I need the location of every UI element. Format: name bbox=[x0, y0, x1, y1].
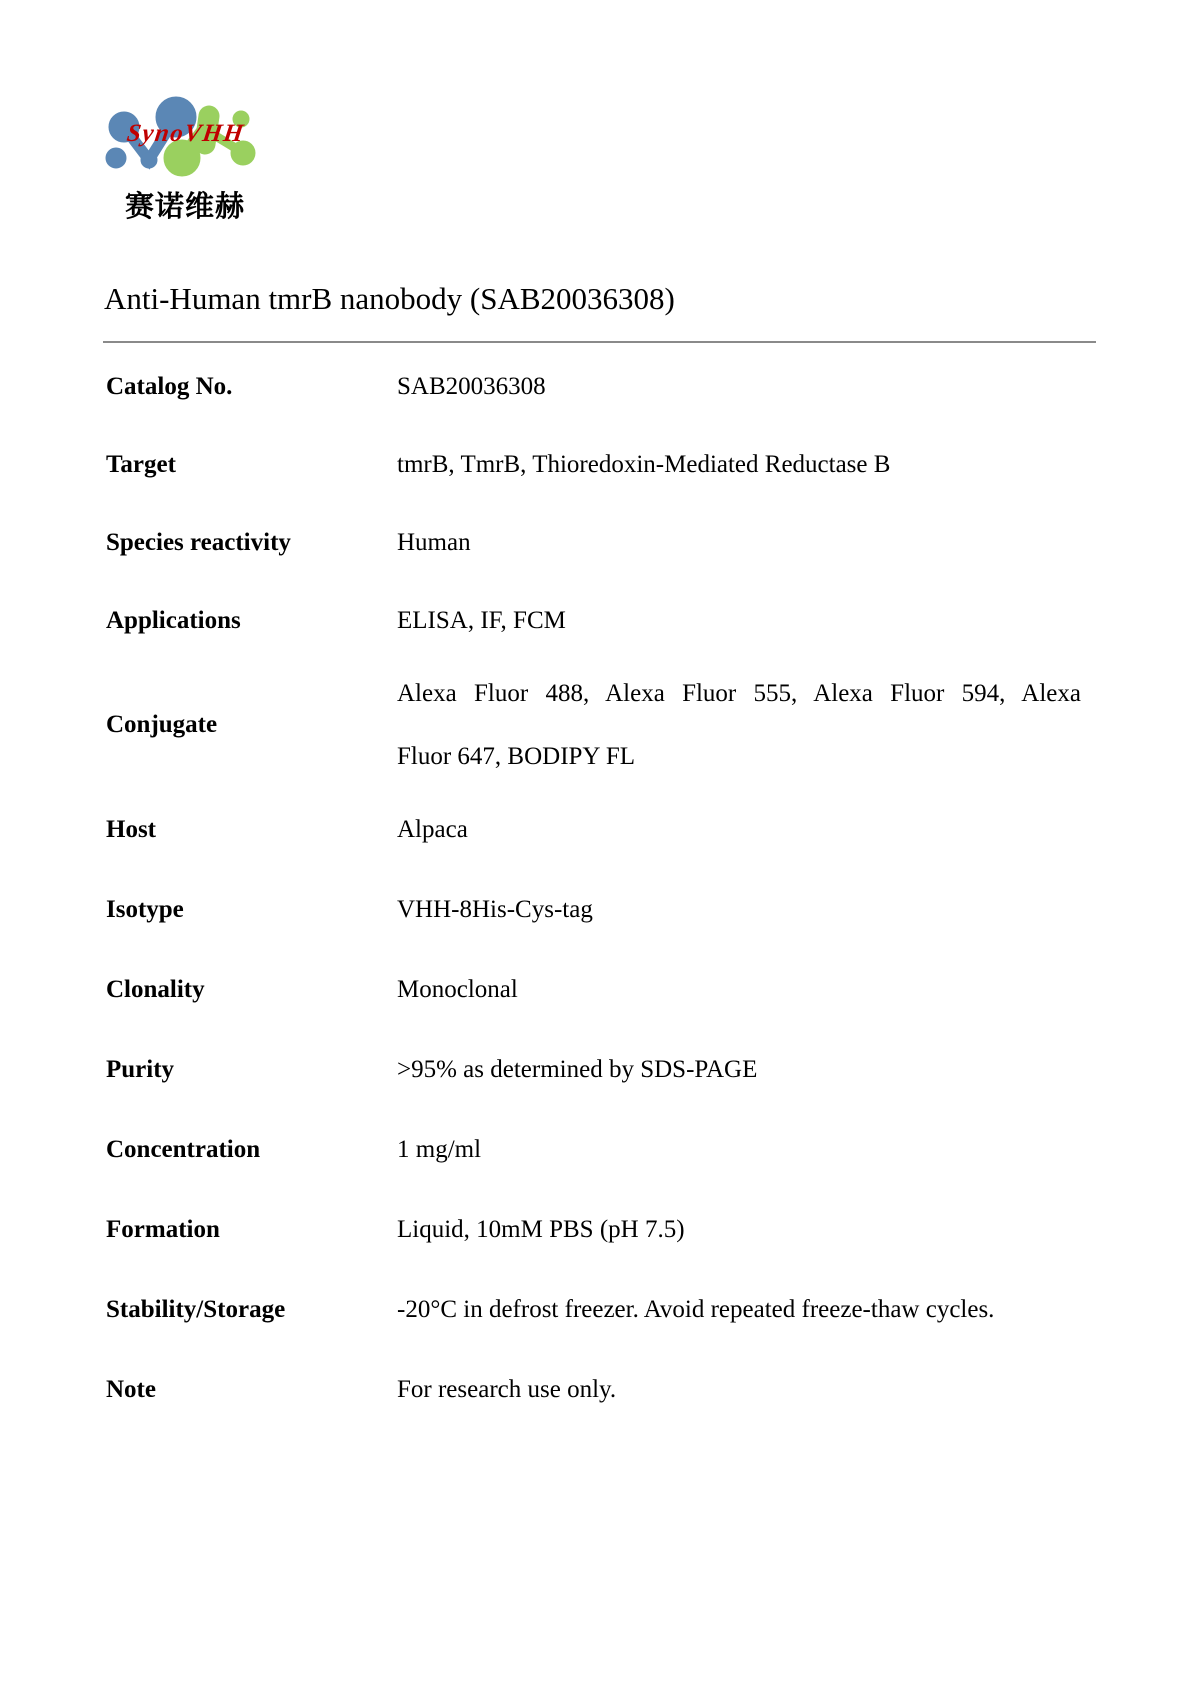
spec-row-formation bbox=[106, 1190, 1081, 1270]
spec-row-isotype bbox=[106, 870, 1081, 950]
logo-brand-text: SynoVHH bbox=[125, 120, 247, 147]
spec-value: Monoclonal bbox=[397, 976, 518, 1003]
spec-label: Concentration bbox=[106, 1136, 261, 1163]
spec-label: Catalog No. bbox=[106, 373, 233, 400]
spec-value: SAB20036308 bbox=[397, 373, 546, 400]
spec-row-purity bbox=[106, 1030, 1081, 1110]
spec-row-conjugate bbox=[106, 660, 1081, 790]
spec-value: Human bbox=[397, 529, 471, 556]
spec-row-catalog bbox=[106, 348, 1081, 426]
spec-value: -20°C in defrost freezer. Avoid repeated freeze-thaw cycles. bbox=[397, 1296, 995, 1323]
spec-row-concentration bbox=[106, 1110, 1081, 1190]
spec-label: Formation bbox=[106, 1216, 220, 1243]
spec-row-applications bbox=[106, 582, 1081, 660]
spec-label: Clonality bbox=[106, 976, 205, 1003]
spec-row-clonality bbox=[106, 950, 1081, 1030]
spec-value bbox=[397, 660, 1081, 790]
spec-row-stability-storage bbox=[106, 1270, 1081, 1350]
spec-table bbox=[106, 348, 1081, 1430]
logo-chinese-name: 赛诺维赫 bbox=[125, 189, 246, 223]
spec-value: tmrB, TmrB, Thioredoxin-Mediated Reductase B bbox=[397, 451, 891, 478]
spec-row-note bbox=[106, 1350, 1081, 1430]
spec-label: Target bbox=[106, 451, 176, 478]
spec-value: >95% as determined by SDS-PAGE bbox=[397, 1056, 758, 1083]
spec-label: Purity bbox=[106, 1056, 175, 1083]
spec-value: ELISA, IF, FCM bbox=[397, 607, 566, 634]
spec-value-line: Fluor 647, BODIPY FL bbox=[397, 743, 635, 770]
spec-value: 1 mg/ml bbox=[397, 1136, 482, 1163]
spec-value: Liquid, 10mM PBS (pH 7.5) bbox=[397, 1216, 685, 1243]
spec-value-line: Alexa Fluor 488, Alexa Fluor 555, Alexa Fluor 594, Alexa bbox=[397, 680, 1081, 707]
spec-value: VHH-8His-Cys-tag bbox=[397, 896, 593, 923]
spec-value: Alpaca bbox=[397, 816, 468, 843]
spec-value: For research use only. bbox=[397, 1376, 617, 1403]
spec-label: Isotype bbox=[106, 896, 184, 923]
spec-row-target bbox=[106, 426, 1081, 504]
spec-label: Stability/Storage bbox=[106, 1296, 286, 1323]
spec-label: Host bbox=[106, 816, 156, 843]
title-divider bbox=[103, 341, 1096, 343]
page-title: Anti-Human tmrB nanobody (SAB20036308) bbox=[104, 281, 675, 316]
spec-row-species-reactivity bbox=[106, 504, 1081, 582]
company-logo bbox=[105, 96, 275, 226]
spec-row-host bbox=[106, 790, 1081, 870]
spec-label: Species reactivity bbox=[106, 529, 291, 556]
spec-label: Conjugate bbox=[106, 711, 218, 738]
spec-label: Applications bbox=[106, 607, 241, 634]
spec-label: Note bbox=[106, 1376, 156, 1403]
